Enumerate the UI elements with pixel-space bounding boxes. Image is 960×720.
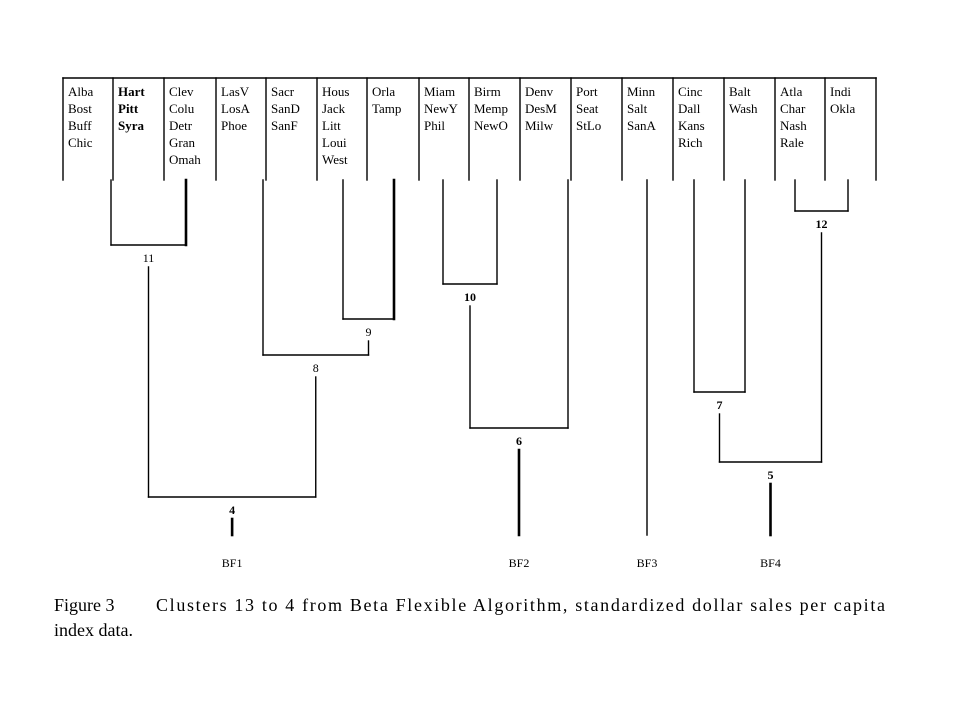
city-code-label: Char [780,101,806,116]
city-code-label: Clev [169,84,194,99]
merge-number-label: 11 [142,251,155,265]
city-code-label: Port [576,84,598,99]
city-code-label: Birm [474,84,501,99]
cluster-column [424,84,459,133]
cluster-column [322,84,349,167]
merge-number-label: 5 [767,468,774,482]
cluster-column [271,84,300,133]
city-code-label: Litt [322,118,341,133]
city-code-label: Colu [169,101,195,116]
city-code-label: Sacr [271,84,295,99]
city-code-label: Rich [678,135,703,150]
city-code-label: Phil [424,118,445,133]
cluster-column [780,84,807,150]
group-label: BF4 [760,556,781,570]
city-code-label: Rale [780,135,804,150]
city-code-label: Memp [474,101,508,116]
city-code-label: Dall [678,101,701,116]
merge-node [366,325,372,339]
cluster-column [372,84,401,116]
city-code-label: Jack [322,101,346,116]
city-code-label: SanF [271,118,298,133]
cluster-boxes [63,78,876,180]
city-code-label: Buff [68,118,92,133]
merge-number-label: 9 [365,325,372,339]
cluster-column [729,84,758,116]
merge-number-label: 10 [464,290,476,304]
city-code-label: Cinc [678,84,703,99]
city-code-label: Gran [169,135,195,150]
cluster-column [627,84,657,133]
city-code-label: Orla [372,84,396,99]
cluster-column [576,84,601,133]
final-groups [222,180,781,570]
cluster-column [830,84,856,116]
city-code-label: Loui [322,135,347,150]
city-code-label: Nash [780,118,807,133]
merge-number-label: 8 [312,361,319,375]
merge-node [143,251,155,265]
caption-line-2: index data. [54,620,133,640]
city-code-label: West [322,152,348,167]
city-code-label: LasV [221,84,250,99]
cluster-column [68,84,94,150]
city-code-label: Wash [729,101,758,116]
city-code-label: Minn [627,84,656,99]
city-code-label: Chic [68,135,93,150]
caption-number: Figure 3 [54,595,115,615]
city-code-label: LosA [221,101,250,116]
group-label: BF3 [636,556,658,570]
cluster-column [678,84,705,150]
group-bf1 [222,519,243,570]
city-code-label: Kans [678,118,705,133]
city-code-label: NewO [474,118,508,133]
merge-number-label: 7 [716,398,723,412]
group-label: BF2 [508,556,530,570]
city-code-label: Pitt [118,101,139,116]
city-code-label: NewY [424,101,458,116]
city-code-label: Balt [729,84,751,99]
group-label: BF1 [221,556,243,570]
group-bf2 [509,450,530,570]
dendrogram-tree [111,180,848,517]
group-bf3 [637,180,658,570]
city-code-label: SanA [627,118,656,133]
cluster-column [474,84,508,133]
city-code-label: Seat [576,101,599,116]
merge-node [464,290,476,304]
city-code-label: Miam [424,84,456,99]
city-code-label: Omah [169,152,201,167]
merge-number-label: 4 [229,503,236,517]
city-code-label: Detr [169,118,193,133]
cluster-column [169,84,201,167]
figure-caption [54,595,885,640]
city-code-label: Milw [525,118,554,133]
merge-node [313,361,319,375]
merge-number-label: 6 [516,434,522,448]
city-code-label: Okla [830,101,856,116]
merge-node [717,398,723,412]
city-code-label: Indi [830,84,851,99]
cluster-column [118,84,145,133]
merge-node [768,468,774,482]
city-code-label: Atla [780,84,803,99]
city-code-label: Bost [68,101,92,116]
merge-node [516,434,522,448]
city-code-label: Denv [525,84,554,99]
city-code-label: Hous [322,84,350,99]
merge-node [816,217,828,231]
group-bf4 [760,484,781,570]
city-code-label: Phoe [221,118,247,133]
city-code-label: DesM [525,101,557,116]
merge-number-label: 12 [815,217,828,231]
caption-line-1: Clusters 13 to 4 from Beta Flexible Algorithm, standardized dollar sales per capita [156,595,885,615]
city-code-label: StLo [576,118,602,133]
city-code-label: Tamp [372,101,402,116]
city-code-label: Alba [68,84,94,99]
merge-node [229,503,235,517]
city-code-label: SanD [271,101,300,116]
city-code-label: Salt [627,101,648,116]
cluster-column [221,84,251,133]
city-code-label: Syra [118,118,144,133]
city-code-label: Hart [118,84,145,99]
cluster-column [525,84,557,133]
